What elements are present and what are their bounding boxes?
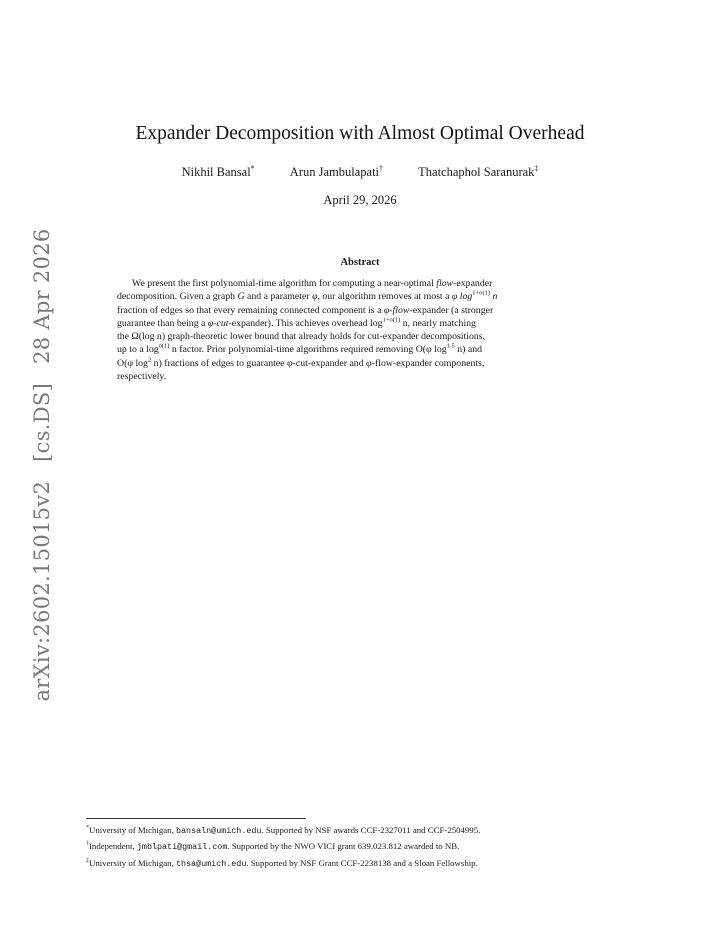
arxiv-stamp <box>30 222 54 707</box>
abstract-heading: Abstract <box>340 257 380 268</box>
abstract-line: up to a $\log^{o(1)} n$ factor. Prior polynomial-time algorithms required removing O(φ $\log^{1.5} n$) and <box>117 343 483 356</box>
author-saranurak: Thatchaphol Saranurak‡ <box>418 164 539 180</box>
email-link[interactable]: jmblpati@gmail.com <box>136 842 228 853</box>
abstract-line: fraction of edges so that every remaining connected component is a φ-flow-expander (a stronger <box>117 304 494 316</box>
abstract-line: guarantee than being a φ-cut-expander). This achieves overhead $\log^{1+o(1)} n$, nearly matching <box>117 316 476 329</box>
footnote-rule <box>86 818 306 819</box>
abstract-line: the Ω(log n) graph-theoretic lower bound that already holds for cut-expander decompositions, <box>117 331 486 343</box>
author-bansal: Nikhil Bansal* <box>181 164 255 180</box>
abstract-line: respectively. <box>117 371 167 383</box>
abstract-body <box>117 277 605 383</box>
email-link[interactable]: bansaln@umich.edu <box>175 825 262 836</box>
arxiv-date: 28 Apr 2026 <box>30 228 54 364</box>
footnote-jambulapati: †Independent, jmblpati@gmail.com. Supported by the NWO VICI grant 639.023.812 awarded to NB. <box>86 841 460 853</box>
footnotes <box>86 822 626 871</box>
email-link[interactable]: thsa@umich.edu <box>175 858 247 869</box>
paper-title: Expander Decomposition with Almost Optimal Overhead <box>135 123 585 144</box>
arxiv-category: [cs.DS] <box>30 382 54 462</box>
author-jambulapati: Arun Jambulapati† <box>289 164 384 180</box>
abstract-line: O(φ $\log^2 n$) fractions of edges to guarantee φ-cut-expander and φ-flow-expander components, <box>117 356 485 369</box>
footnote-saranurak: ‡University of Michigan, thsa@umich.edu. Supported by NSF Grant CCF-2238138 and a Sloan Fellowship. <box>86 857 478 869</box>
arxiv-id: arXiv:2602.15015v2 <box>30 480 54 702</box>
author-list <box>0 164 720 180</box>
abstract-line: We present the first polynomial-time algorithm for computing a near-optimal flow-expander <box>132 278 493 289</box>
footnote-bansal: *University of Michigan, bansaln@umich.edu. Supported by NSF awards CCF-2327011 and CCF-2504995. <box>86 824 481 836</box>
paper-date: April 29, 2026 <box>323 193 397 207</box>
abstract-line: decomposition. Given a graph G and a parameter φ, our algorithm removes at most a φ $\log^{1+o(1)} n$ <box>117 290 498 303</box>
